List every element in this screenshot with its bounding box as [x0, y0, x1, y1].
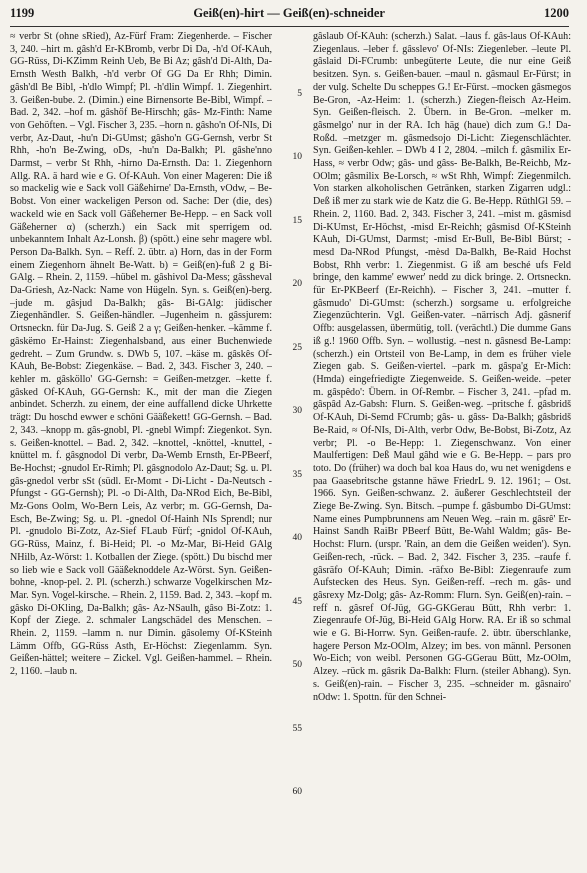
page-header [10, 6, 569, 26]
right-column-text: gâslaub Of-KAuh: (scherzh.) Salat. –laus f. gâs-laus Of-KAuh: Ziegenlaus. –leber f. gâsslevo' Of-NIs: Ziegenleber. –leute Pl. gâslaid Di-FCrumb: unbegüterte Leute, die nur eine Geiß besitzen. Syn. s. Geißen-bauer. –maul n. gâsmaul Er-Fürst; in der vulg. Schelte Du scheppes G.! Er-Fürst. –mocken gâsmegos Be-Gron, -Az-Heim: 1. (scherzh.) Ziegen-fleisch Az-Heim. Syn. Geißen-fleisch. 2. Übern. in Be-Gron. –melker m. gâsmelgo' nur in der RA. Ich häg (haue) dich zum G.! Da-Roßd. –metzger m. gâsmedsojo Di-Licht: Ziegenschlächter. Syn. Geißen-kehler. – DWb 4 I 2, 2804. –milch f. gâsmilix Er-Hass, ≈ verbr Odw; gâs- und gâss- Be-Balkh, Be-Reichb, Mz-OOlm; gâsmilix Be-Lorsch, ≈ wSt Rhh, Wimpf: Ziegenmilch. Von starken alkoholischen Getränken, starken Zigarren udgl.: Deß iß mer zu stark wie de Katz die G. Be-Hepp. RüthlGl 59. – Rhein. 2, 1160. Bad. 2, 343. Fischer 3, 241. –mist m. gâsmisd Di-KUmst, Er-Höchst, -misd Er-Reichh; gâsmisd Of-KSteinh KAuh, Di-GUmst, Darmst; -misd Er-Bull, Be-Bibl Bürst; -mesd Da-NRod Pfungst, -mèsd Da-Balkh, Be-Raid Hochst Bobst, Rhh verbr: 1. Ziegenmist. G iß am besché ufs Feld bringe, den kamme' ewwer' nedd zu dick bringe. 2. Ortsneckn. für Er-PKBeerf (Er-Reichh). – Fischer 3, 241. –mutter f. gâsmudo' Di-GUmst: (scherzh.) sorgsame u. erfolgreiche Ziegenzüchterin. Vgl. Geißen-vater. –närrisch Adj. gâsnerif Offb: ausgelassen, übermütig, toll. (verächtl.) Die dumme Gans iß g.! 1960 Offb. Syn. – wollustig. –nest n. gâsnesd Be-Lamp: (scherzh.) ein Ortsteil von Be-Lamp, in dem es früher viele Ziegen gab. S. Geißen-viertel. –park m. gâspa'g Er-Mich: (Hmda) eingefriedigte Ziegenweide. S. Geißen-weide. –peter m. gâspêdo': Übern. in Of-Rembr. – Fischer 3, 241. –pfad m. gâspâd Az-Gabsh: Flurn. S. Geißen-weg. –pritsche f. gâsbridš Of-KAuh, Di-Semd FCrumb; gâs- u. gâss- Da-Balkh; gâsbridš Be-Raid, ≈ Of-NIs, Di-Alth, verbr Odw, Be-Bobst, Bi-Zotz, Az verbr; Pl. -o Be-Hepp: 1. Ziegenschwanz. Von einer Maulfertigen: Deß Maul gâhd wie e G. Be-Hepp. – pars pro toto. Do (früher) wa doch bal koa Haus do, wu net wenigdens e paa Gaasebritsche gstanne häwe FriedrL 9. 12. 1961; – Ost. 1966. Syn. Geißen-schwanz. 2. äußerer Geschlechtsteil der Ziege Be-Zwing. Syn. Bitsch. –pumpe f. gâsbumbo Di-GUmst: Name eines Pumpbrunnens am Neuen Weg. –rain m. gâsrê' Er-Hainst Sandh RaiBr PBeerf Bütt, Be-Wahl Waldm; gâs- Be-Hochst: Flurn. (urspr. 'Rain, an dem die Geißen weiden'). Syn. Geißen-rech, -rück. – Bad. 2, 342. Fischer 3, 235. –raufe f. gâsräfo Of-KAuh; Dimin. -räfxo Be-Bibl: Ziegenraufe zum Aufstecken des Heus. Syn. Geißen-reff. –rech m. gâs- und gâsrexy Mz-Dolg; gâs- Az-Romm: Flurn. Syn. Geiß(en)-rain. –reff n. gâsref Of-Jüg, GG-GKGerau Bütt, Rhh verbr: 1. Ziegenraufe Of-Jüg, Bi-Heid GAlg Horw. RA. Er iß so schmal wie e G. Bi-Horrw. Syn. Geißen-raufe. 2. übtr. überschlanke, hagere Person Mz-OOlm, Alzey; im bes. von männl. Personen Wo-Eich; von weibl. Personen GG-GGerau Bütt, Mz-OOlm, Alzey. –rück m. gâsrik Da-Balkh: Flurn. (steiler Abhang). Syn. s. Geiß(en)-rain. – Fischer 3, 235. –schneider m. gâsnairo' nOdw: 1. Spottn. für den Schnei- [313, 31, 571, 703]
line-number: 50 [292, 660, 302, 670]
page-number-left: 1199 [10, 6, 35, 20]
right-column [313, 31, 571, 867]
line-number: 10 [292, 152, 302, 162]
line-number: 15 [292, 216, 302, 226]
line-number: 35 [292, 470, 302, 480]
line-number: 20 [292, 279, 302, 289]
line-number: 40 [292, 533, 302, 543]
line-number: 5 [297, 89, 302, 99]
page-number-right: 1200 [543, 6, 569, 20]
line-number: 30 [292, 406, 302, 416]
line-numbers [280, 31, 306, 867]
line-number: 55 [292, 724, 302, 734]
line-number: 45 [292, 597, 302, 607]
header-rule [10, 26, 569, 27]
running-title: Geiß(en)-hirt — Geiß(en)-schneider [193, 6, 385, 20]
line-number: 25 [292, 343, 302, 353]
line-number: 60 [292, 787, 302, 797]
left-column-text: ≈ verbr St (ohne sRied), Az-Fürf Fram: Ziegenherde. – Fischer 3, 240. –hirt m. gâsh'd Er-KBromb, verbr Di Da, -h'd Of-KAuh, GG-Rüss, Di-KZimm Reinh Ueb, Be Bi Az; gâsh'd Di-Alth, Da-Ernsth Westh Balkh, -h'd verbr Of GG Da Er Rhh; Dimin. gâsh'dl Be Bibl, -h'dlo Wimpf; Pl. -h'dlin Wimpf. 1. Ziegenhirt. 3. Geißen-bube. 2. (Dimin.) eine Birnensorte Be-Bibl, Wimpf. – Bad. 2, 342. –hof m. gâshöf Be-Hirschh; gâs- Mz-Finth: Name von Gehöften. – Vgl. Fischer 3, 235. –horn n. gâsho'n Of-NIs, Di verbr, Az-Daut, -hu'n Di-GUmst; gâsho'n GG-Gernsh, verbr St Rhh, -ho'n Be-Zwing, oDs, -hu'n Da-Balkh; Pl. gâshe'nno Darmst, – verbr St Rhh, -hirno Da-Ernsth. Da: 1. Ziegenhorn Allg. RA. ä hard wie e G. Of-KAuh. Von einer Mageren: Die iß so mackelig wie e Sack voll Gäßehirne' Da-Ernsth, vOdw, – Be-Bobst. Von einer wackeligen Person od. Sache: Der (die, des) wackeld wie en Sack voll Gäßeherner Be-Hepp. – en Sack voll Gäßeherner α) (scherzh.) ein Sack mit sperrigem od. unbekanntem Inhalt Az-Lonsh. β) (spött.) eine sehr magere wbl. Person Da-Balkh. Syn. – Reff. 2. übtr. a) Horn, das in der Form einem Ziegenhorn ähnelt Be-Watt. b) = Geiß(en)-fuß 2 g Bi-GAlg. – Rhein. 2, 1159. –hübel m. gâshivol Da-Mess; gâssheval Da-Griesh, Az-Nack: Name von Hügeln. Syn. s. Geiß(en)-berg. –jude m. gâsjud Da-Balkh; gâs- Bi-GAlg: jüdischer Ziegenhändler. S. Geißen-händler. –Jugenheim n. gâssjurem: Ortsneckn. für Da-Jug. S. Geiß 2 a γ; Geißen-henker. –kämme f. gâskëmo Er-Hainst: Ziegenhalsband, aus einer Buchenwiede gedreht. – Zum Grundw. s. DWb 5, 107. –käse m. gâskês Of-KAuh, Be-Bobst: Ziegenkäse. – Bad. 2, 343. Fischer 3, 240. –kehler m. gâsköllo' GG-Gernsh: = Geißen-metzger. –kette f. gâsked Of-KAuh, GG-Gernsh: K., mit der man die Ziegen anbindet. Scherzh. zu einem, der eine auffallend dicke Uhrkette trägt: Du hoschd ewwer e schöni Gääßekett! GG-Gernsh. – Bad. 2, 343. –knopp m. gâs-gnobl, Pl. -gnebl Wimpf: Ziegenkot. Syn. s. Geißen-knottel. – Bad. 2, 342. –knottel, -knöttel, -knuttel, -knüttel m. f. gâsgnodol Di verbr, Da-Wemb Ernsth, Er-PBeerf, Be-Hochst; -gnudol Er-Rimh; Pl. gâsgnodolo Az-Daut; Sg. u. Pl. gâs-gnedol verbr sSt (südl. Er-Momt - Di-Licht - Da-Neutsch - Pfungst - GG-Gernsh); Pl. -o Di-Alth, Da-NRod Eich, Be-Bibl, Mz-Gons Oolm, Wo-Bern Leis, Az verbr; m. GG-Gernsh, Da-Esch, Be-Zwing; Sg. u. Pl. -gnedol Of-Hainh NIs Sprendl; nur Pl. -gnudolo Bi-Zotz, Az-Sief FLaub Fürf; -gnidol Of-KAuh, GG-Rüss, Mainz, f. Bi-Heid; Pl. -o Mz-Mar, Bi-Heid GAlg NHilb, Az-Wörst: 1. Kotballen der Ziege. (spött.) Du bischd mer so lieb wie e Sack voll Gääßeknoddele Az-Wörst. Syn. Geißen-bohne, -knop-pel. 2. Pl. (scherzh.) schwarze Vogelkirschen Mz-Mar. Syn. Vogel-kirsche. – Rhein. 2, 1159. Bad. 2, 343. –kopf m. gâsko Di-OKling, Da-Balkh; gâs- Az-NSaulh, gâso Bi-Zotz: 1. Kopf der Ziege. 2. schmaler Langschädel des Menschen. – Rhein. 2, 1159. –lamm n. nur Dimin. gâsolemy Of-KSteinh Lämm Offb, GG-Rüss Asth, Er-Höchst: Ziegenlamm. Syn. Geißen-hättel; weitere – Zickel. Vgl. Geißen-hammel. – Rhein. 2, 1160. –laub n. [10, 31, 272, 678]
left-column [10, 31, 272, 867]
